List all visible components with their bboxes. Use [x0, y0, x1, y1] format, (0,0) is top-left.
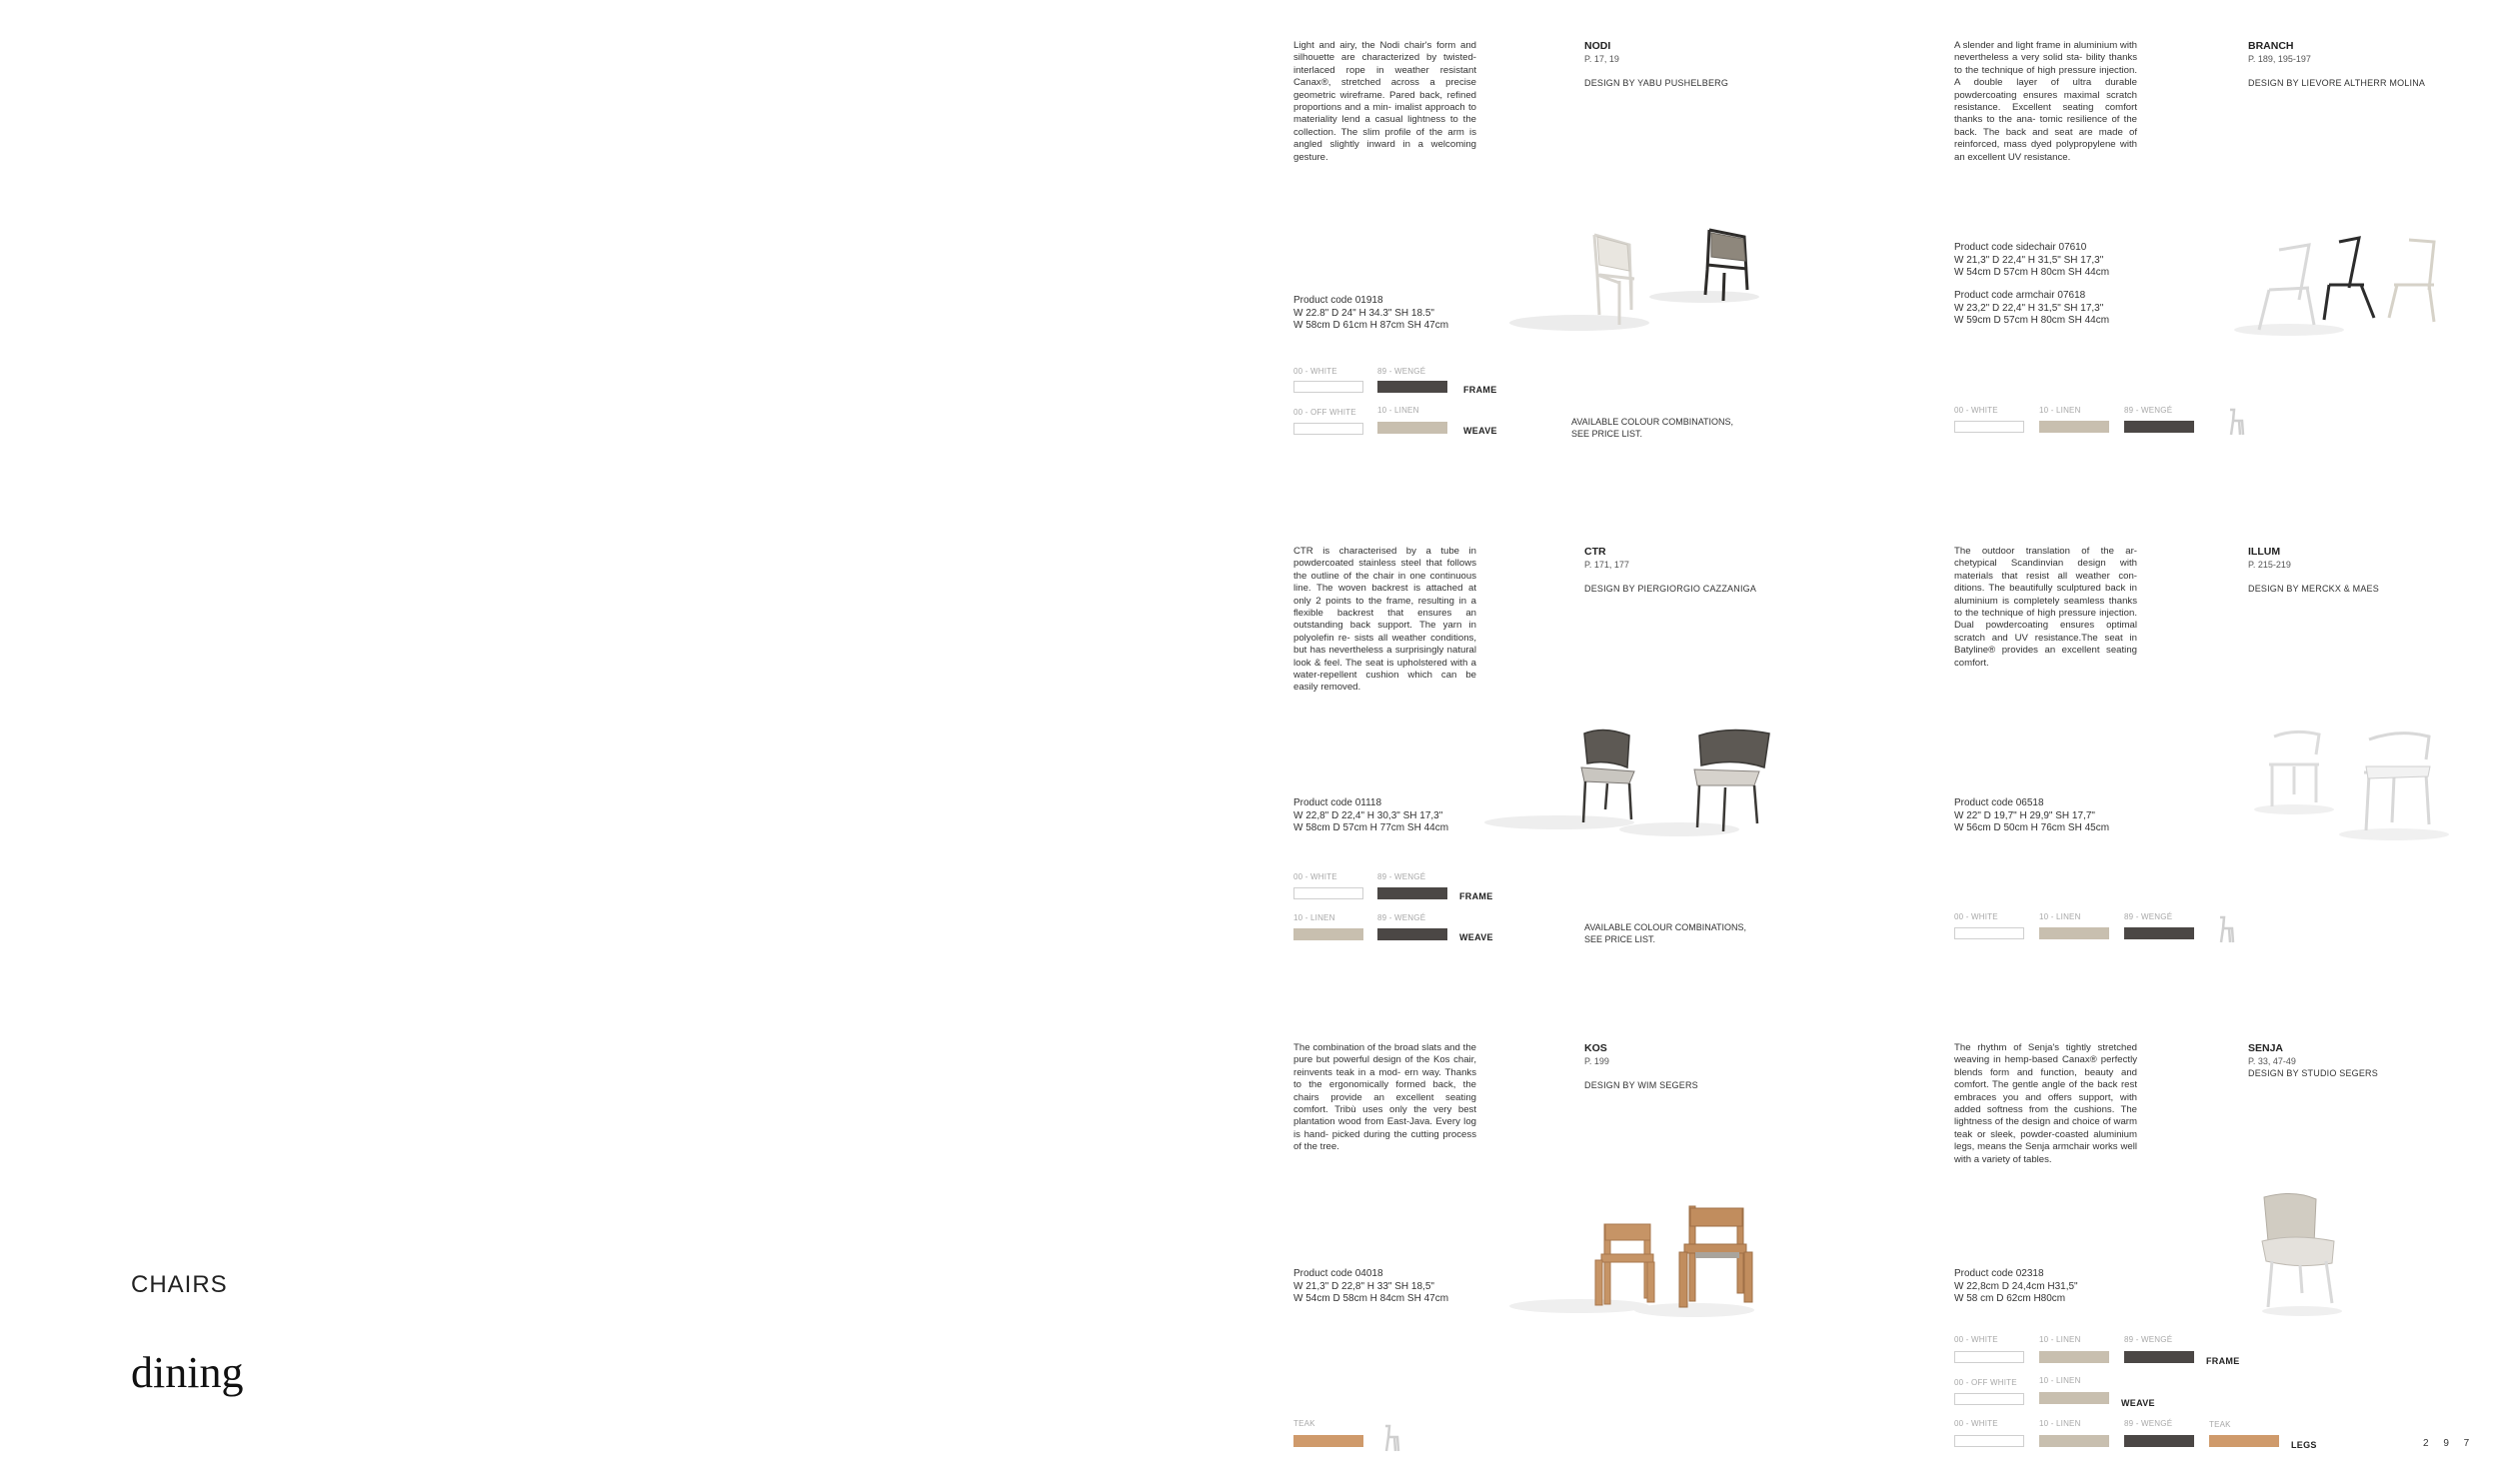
branch-designer: DESIGN BY LIEVORE ALTHERR MOLINA: [2248, 78, 2426, 88]
frame-label: FRAME: [1463, 385, 1497, 395]
weave-label: WEAVE: [1463, 426, 1497, 436]
swatch-label: 89 - WENGÉ: [1377, 872, 1426, 881]
illum-product-code: Product code 06518 W 22" D 19,7" H 29,9" SH 17,7" W 56cm D 50cm H 76cm SH 45cm: [1954, 797, 2110, 833]
kos-header: [1584, 1042, 1698, 1090]
swatch-label: 00 - WHITE: [1954, 406, 1998, 415]
kos-chair-image: [1509, 1194, 1799, 1324]
swatch-label: 00 - WHITE: [1954, 1335, 1998, 1344]
swatch-label: 89 - WENGÉ: [1377, 913, 1426, 922]
swatch-label: 00 - OFF WHITE: [1954, 1378, 2017, 1387]
ctr-designer: DESIGN BY PIERGIORGIO CAZZANIGA: [1584, 584, 1757, 594]
swatch-label: 10 - LINEN: [2039, 1419, 2081, 1428]
swatch-teak: [1293, 1435, 1363, 1447]
weave-label: WEAVE: [1459, 932, 1493, 942]
swatch-linen: [2039, 421, 2109, 433]
swatch-linen: [2039, 1351, 2109, 1363]
branch-name: BRANCH: [2248, 40, 2294, 52]
branch-chair-image: [2229, 230, 2459, 340]
swatch-teak: [2209, 1435, 2279, 1447]
swatch-label: 89 - WENGÉ: [2124, 1335, 2173, 1344]
ctr-pages: P. 171, 177: [1584, 560, 1629, 570]
swatch-label: 10 - LINEN: [2039, 1335, 2081, 1344]
senja-chair-image: [2254, 1189, 2349, 1319]
swatch-label: 00 - WHITE: [1293, 367, 1337, 376]
illum-designer: DESIGN BY MERCKX & MAES: [2248, 584, 2379, 594]
senja-pages: P. 33, 47-49: [2248, 1056, 2296, 1066]
swatch-label: 10 - LINEN: [1293, 913, 1335, 922]
swatch-linen: [1377, 422, 1447, 434]
illum-name: ILLUM: [2248, 546, 2281, 558]
swatch-white: [1293, 381, 1363, 393]
swatch-wenge: [2124, 1351, 2194, 1363]
swatch-label: 10 - LINEN: [2039, 406, 2081, 415]
section-subtitle: dining: [131, 1348, 244, 1397]
page-number: 2 9 7: [2423, 1438, 2476, 1449]
swatch-white: [1954, 421, 2024, 433]
section-title: CHAIRS: [131, 1271, 228, 1298]
nodi-product-code: Product code 01918 W 22.8" D 24" H 34.3" SH 18.5" W 58cm D 61cm H 87cm SH 47cm: [1293, 295, 1449, 331]
swatch-label: TEAK: [1293, 1419, 1315, 1428]
swatch-off-white: [1293, 423, 1363, 435]
kos-pages: P. 199: [1584, 1056, 1609, 1066]
frame-label: FRAME: [1459, 891, 1493, 901]
frame-label: FRAME: [2206, 1356, 2240, 1366]
legs-label: LEGS: [2291, 1440, 2317, 1450]
swatch-wenge: [1377, 928, 1447, 940]
branch-armchair-code: Product code armchair 07618 W 23,2" D 22,4" H 31,5" SH 17,3" W 59cm D 57cm H 80cm SH 44cm: [1954, 290, 2110, 326]
branch-description: A slender and light frame in aluminium with nevertheless a very solid sta- bility thanks to the technique of high pressure injection. A double layer of ultra durable powdercoating ensures maximal scratch resistance. Excellent seating comfort thanks to the ana- tomic resilience of the back. The back and seat are made of reinforced, mass dyed polypropylene with an excellent UV resistance.: [1954, 40, 2137, 163]
swatch-label: 10 - LINEN: [2039, 912, 2081, 921]
nodi-chair-image: [1519, 215, 1819, 340]
nodi-pages: P. 17, 19: [1584, 54, 1619, 64]
ctr-product-code: Product code 01118 W 22,8" D 22,4" H 30,3" SH 17,3" W 58cm D 57cm H 77cm SH 44cm: [1293, 797, 1449, 833]
senja-header: [2248, 1042, 2378, 1078]
swatch-wenge: [1377, 887, 1447, 899]
kos-product-code: Product code 04018 W 21,3" D 22,8" H 33" SH 18,5" W 54cm D 58cm H 84cm SH 47cm: [1293, 1268, 1449, 1304]
illum-chair-image: [2244, 725, 2464, 844]
chair-silhouette-icon: [1380, 1423, 1402, 1453]
nodi-header: [1584, 40, 1728, 88]
swatch-linen: [2039, 927, 2109, 939]
ctr-chair-image: [1489, 728, 1789, 842]
ctr-header: [1584, 546, 1756, 594]
kos-designer: DESIGN BY WIM SEGERS: [1584, 1080, 1698, 1090]
nodi-designer: DESIGN BY YABU PUSHELBERG: [1584, 78, 1729, 88]
swatch-wenge: [1377, 381, 1447, 393]
swatch-label: 89 - WENGÉ: [2124, 406, 2173, 415]
swatch-wenge: [2124, 1435, 2194, 1447]
kos-description: The combination of the broad slats and the pure but powerful design of the Kos chair, reinvents teak in a mod- ern way. Thanks to the ergonomically formed back, the chairs provide an excellent seating comfort. Tribù uses only the very best plantation wood from East-Java. Every log is hand- picked during the cutting process of the tree.: [1293, 1042, 1476, 1153]
swatch-white: [1954, 1435, 2024, 1447]
swatch-label: 89 - WENGÉ: [2124, 912, 2173, 921]
swatch-label: 10 - LINEN: [1377, 406, 1419, 415]
swatch-label: 00 - WHITE: [1954, 912, 1998, 921]
senja-description: The rhythm of Senja's tightly stretched weaving in hemp-based Canax® perfectly blends form and function, beauty and comfort. The gentle angle of the back rest embraces you and offers support, with added softness from the cushions. The lightness of the design and choice of warm teak or sleek, powder-coasted aluminium legs, means the Senja armchair works well with a variety of tables.: [1954, 1042, 2137, 1165]
swatch-label: 00 - WHITE: [1954, 1419, 1998, 1428]
senja-designer: DESIGN BY STUDIO SEGERS: [2248, 1068, 2378, 1078]
ctr-availability-note: AVAILABLE COLOUR COMBINATIONS, SEE PRICE LIST.: [1584, 922, 1747, 944]
swatch-label: 10 - LINEN: [2039, 1376, 2081, 1385]
ctr-description: CTR is characterised by a tube in powdercoated stainless steel that follows the outline of the chair in one continuous line. The woven backrest is attached at only 2 points to the frame, resulting in a flexible backrest that ensures an outstanding back support. The yarn in polyolefin re- sists all weather conditions, but has nevertheless a surprisingly natural look & feel. The seat is upholstered with a water-repellent cushion which can be easily removed.: [1293, 546, 1476, 694]
swatch-off-white: [1954, 1393, 2024, 1405]
swatch-linen: [2039, 1392, 2109, 1404]
swatch-label: 89 - WENGÉ: [1377, 367, 1426, 376]
chair-silhouette-icon: [2225, 407, 2247, 437]
illum-pages: P. 215-219: [2248, 560, 2291, 570]
kos-name: KOS: [1584, 1042, 1607, 1054]
swatch-label: 89 - WENGÉ: [2124, 1419, 2173, 1428]
weave-label: WEAVE: [2121, 1398, 2155, 1408]
swatch-label: 00 - WHITE: [1293, 872, 1337, 881]
chair-silhouette-icon: [2215, 914, 2237, 944]
illum-description: The outdoor translation of the ar- chetypical Scandinvian design with materials that resist all weather con- ditions. The beautifully sculptured back in aluminium is completely seamless thanks to the technique of high pressure injection. Dual powdercoating ensures optimal scratch and UV resistance.The seat in Batyline® provides an excellent seating comfort.: [1954, 546, 2137, 669]
branch-header: [2248, 40, 2425, 88]
branch-sidechair-code: Product code sidechair 07610 W 21,3" D 22,4" H 31,5" SH 17,3" W 54cm D 57cm H 80cm SH 44cm: [1954, 242, 2110, 278]
senja-name: SENJA: [2248, 1042, 2284, 1054]
nodi-description: Light and airy, the Nodi chair's form and silhouette are characterized by twisted-interlaced rope in weather resistant Canax®, stretched across a precise geometric wireframe. Pared back, refined proportions and a min- imalist approach to materiality lend a casual lightness to the collection. The slim profile of the arm is angled slightly inward in a welcoming gesture.: [1293, 40, 1476, 163]
swatch-linen: [2039, 1435, 2109, 1447]
swatch-white: [1954, 927, 2024, 939]
nodi-availability-note: AVAILABLE COLOUR COMBINATIONS, SEE PRICE LIST.: [1571, 417, 1734, 439]
ctr-name: CTR: [1584, 546, 1606, 558]
swatch-label: 00 - OFF WHITE: [1293, 408, 1356, 417]
swatch-wenge: [2124, 421, 2194, 433]
swatch-white: [1954, 1351, 2024, 1363]
swatch-wenge: [2124, 927, 2194, 939]
swatch-linen: [1293, 928, 1363, 940]
senja-product-code: Product code 02318 W 22,8cm D 24,4cm H31,5" W 58 cm D 62cm H80cm: [1954, 1268, 2078, 1304]
nodi-name: NODI: [1584, 40, 1611, 52]
swatch-label: TEAK: [2209, 1420, 2231, 1429]
branch-pages: P. 189, 195-197: [2248, 54, 2311, 64]
swatch-white: [1293, 887, 1363, 899]
illum-header: [2248, 546, 2379, 594]
